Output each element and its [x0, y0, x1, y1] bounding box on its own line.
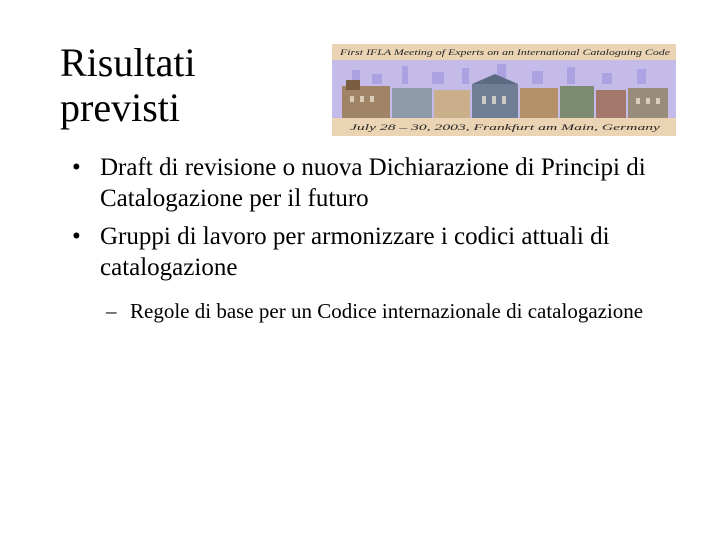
slide-body — [72, 152, 682, 325]
sub-bullet-marker: – — [106, 299, 117, 323]
title-line-1: Risultati — [60, 40, 196, 85]
sub-bullet-item — [72, 297, 682, 325]
bullet-marker: • — [72, 223, 81, 250]
title-line-2: previsti — [60, 85, 180, 130]
conference-banner-image — [332, 44, 676, 136]
sub-bullet-text: Regole di base per un Codice internazionale di catalogazione — [130, 299, 644, 323]
banner-top-caption: First IFLA Meeting of Experts on an International Cataloguing Code — [338, 47, 671, 57]
bullet-item — [72, 152, 682, 214]
bullet-item — [72, 221, 682, 283]
bullet-text: Gruppi di lavoro per armonizzare i codici attuali di catalogazione — [100, 223, 610, 281]
bullet-marker: • — [72, 154, 81, 181]
slide-title — [60, 40, 320, 130]
banner-bottom-caption: July 28 – 30, 2003, Frankfurt am Main, Germany — [350, 122, 661, 132]
bullet-text: Draft di revisione o nuova Dichiarazione di Principi di Catalogazione per il futuro — [100, 154, 646, 212]
